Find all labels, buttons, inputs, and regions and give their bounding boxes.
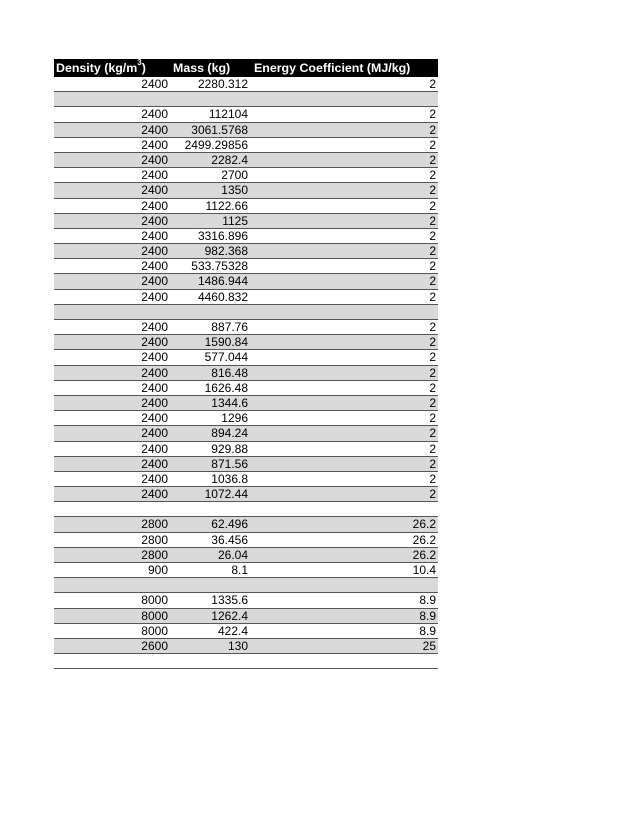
cell-energy-coefficient: 26.2: [412, 532, 436, 547]
header-density-close: ): [141, 61, 146, 75]
cell-density: 2400: [141, 198, 168, 213]
cell-mass: 887.76: [211, 320, 248, 334]
table-row: [54, 305, 438, 320]
cell-density: 2400: [141, 244, 168, 259]
cell-density: 900: [147, 563, 168, 577]
cell-energy-coefficient: 2: [429, 168, 436, 183]
table-row: [54, 199, 438, 214]
cell-mass: 1344.6: [211, 395, 248, 410]
cell-density: 2800: [141, 532, 168, 547]
cell-mass: 1486.944: [197, 274, 248, 289]
table-row: [54, 350, 438, 365]
table-row: [54, 639, 438, 654]
cell-energy-coefficient: 8.9: [419, 608, 436, 623]
header-density: [56, 58, 146, 75]
cell-mass: 2499.29856: [184, 137, 248, 152]
cell-density: 8000: [141, 593, 168, 608]
cell-density: 2400: [141, 122, 168, 137]
cell-mass: 112104: [208, 107, 248, 122]
cell-mass: 3061.5768: [191, 122, 248, 137]
cell-energy-coefficient: 2: [429, 335, 436, 350]
cell-mass: 982.368: [204, 244, 248, 259]
cell-density: 2400: [141, 395, 168, 410]
cell-energy-coefficient: 2: [429, 152, 436, 167]
table-row: [54, 426, 438, 441]
cell-density: 2400: [141, 335, 168, 350]
cell-mass: 1350: [221, 183, 248, 198]
cell-energy-coefficient: 26.2: [412, 517, 436, 532]
cell-energy-coefficient: 2: [429, 107, 436, 122]
table-row: [54, 335, 438, 350]
cell-mass: 1590.84: [204, 335, 248, 350]
cell-mass: 62.496: [211, 517, 248, 532]
cell-mass: 130: [227, 638, 248, 653]
cell-density: 2400: [141, 259, 168, 274]
cell-mass: 871.56: [211, 456, 248, 471]
table-row: [54, 624, 438, 639]
header-density-text: Density (kg/m: [56, 61, 138, 75]
cell-density: 2800: [141, 517, 168, 532]
cell-energy-coefficient: 2: [429, 228, 436, 243]
cell-mass: 2700: [221, 168, 248, 183]
cell-mass: 533.75328: [191, 259, 248, 274]
cell-mass: 1296: [221, 411, 248, 426]
table-body: [54, 77, 438, 669]
cell-energy-coefficient: 2: [429, 183, 436, 198]
cell-energy-coefficient: 2: [429, 274, 436, 289]
cell-density: 2400: [141, 456, 168, 471]
cell-energy-coefficient: 2: [429, 122, 436, 137]
cell-density: 2400: [141, 487, 168, 502]
table-row: [54, 381, 438, 396]
cell-density: 2400: [141, 213, 168, 228]
cell-energy-coefficient: 2: [429, 213, 436, 228]
cell-energy-coefficient: 2: [429, 320, 436, 334]
table-row: [54, 442, 438, 457]
cell-energy-coefficient: 2: [429, 137, 436, 152]
cell-energy-coefficient: 25: [422, 638, 436, 653]
data-table: [54, 59, 438, 669]
table-row: [54, 259, 438, 274]
cell-energy-coefficient: 2: [429, 259, 436, 274]
table-row: [54, 290, 438, 305]
cell-energy-coefficient: 2: [429, 441, 436, 456]
cell-density: 2400: [141, 365, 168, 380]
cell-density: 2400: [141, 350, 168, 365]
cell-mass: 1335.6: [211, 593, 248, 608]
table-row: [54, 487, 438, 502]
table-row: [54, 229, 438, 244]
cell-mass: 4460.832: [197, 289, 248, 304]
cell-energy-coefficient: 2: [429, 350, 436, 365]
table-row: [54, 168, 438, 183]
cell-density: 2400: [141, 274, 168, 289]
table-row: [54, 396, 438, 411]
cell-density: 2400: [141, 107, 168, 122]
cell-density: 2400: [141, 471, 168, 486]
table-row: [54, 123, 438, 138]
table-row: [54, 517, 438, 532]
cell-energy-coefficient: 2: [429, 365, 436, 380]
cell-density: 2400: [141, 380, 168, 395]
table-row: [54, 92, 438, 107]
cell-mass: 422.4: [217, 623, 248, 638]
cell-mass: 1072.44: [204, 487, 248, 502]
cell-density: 2400: [141, 183, 168, 198]
cell-energy-coefficient: 2: [429, 198, 436, 213]
cell-mass: 36.456: [211, 532, 248, 547]
table-row: [54, 214, 438, 229]
cell-energy-coefficient: 8.9: [419, 623, 436, 638]
cell-energy-coefficient: 2: [429, 471, 436, 486]
cell-density: 2800: [141, 547, 168, 562]
table-row: [54, 320, 438, 335]
cell-energy-coefficient: 2: [429, 411, 436, 426]
table-header: [54, 59, 438, 77]
cell-mass: 1262.4: [211, 608, 248, 623]
cell-energy-coefficient: 2: [429, 77, 436, 91]
cell-mass: 894.24: [211, 426, 248, 441]
table-row: [54, 138, 438, 153]
cell-mass: 1626.48: [204, 380, 248, 395]
cell-mass: 8.1: [231, 563, 248, 577]
cell-mass: 929.88: [211, 441, 248, 456]
cell-density: 2400: [141, 137, 168, 152]
table-row: [54, 183, 438, 198]
cell-energy-coefficient: 2: [429, 289, 436, 304]
table-row: [54, 457, 438, 472]
header-density-superscript: 3: [137, 58, 142, 67]
cell-density: 2400: [141, 320, 168, 334]
cell-mass: 1036.8: [211, 471, 248, 486]
cell-mass: 26.04: [217, 547, 248, 562]
cell-mass: 1122.66: [205, 198, 248, 213]
cell-energy-coefficient: 10.4: [412, 563, 436, 577]
cell-energy-coefficient: 26.2: [412, 547, 436, 562]
table-row: [54, 274, 438, 289]
cell-mass: 1125: [222, 213, 248, 228]
table-row: [54, 548, 438, 563]
cell-mass: 2280.312: [197, 77, 248, 91]
cell-mass: 577.044: [204, 350, 248, 365]
table-row: [54, 609, 438, 624]
cell-energy-coefficient: 2: [429, 395, 436, 410]
cell-density: 2400: [141, 228, 168, 243]
cell-density: 2600: [141, 638, 168, 653]
cell-energy-coefficient: 2: [429, 426, 436, 441]
cell-energy-coefficient: 8.9: [419, 593, 436, 608]
table-row: [54, 563, 438, 578]
table-row: [54, 366, 438, 381]
table-row: [54, 593, 438, 608]
header-energy-coefficient: Energy Coefficient (MJ/kg): [254, 61, 411, 75]
table-row: [54, 578, 438, 593]
cell-mass: 2282.4: [211, 152, 248, 167]
cell-energy-coefficient: 2: [429, 487, 436, 502]
table-row: [54, 502, 438, 517]
cell-energy-coefficient: 2: [429, 244, 436, 259]
cell-density: 2400: [141, 289, 168, 304]
cell-density: 8000: [141, 608, 168, 623]
table-row: [54, 244, 438, 259]
cell-mass: 816.48: [211, 365, 248, 380]
cell-density: 2400: [141, 152, 168, 167]
table-row: [54, 411, 438, 426]
cell-density: 2400: [141, 426, 168, 441]
table-row: [54, 654, 438, 669]
cell-density: 8000: [141, 623, 168, 638]
table-row: [54, 77, 438, 92]
cell-energy-coefficient: 2: [429, 380, 436, 395]
cell-energy-coefficient: 2: [429, 456, 436, 471]
table-row: [54, 472, 438, 487]
table-row: [54, 107, 438, 122]
table-row: [54, 533, 438, 548]
cell-mass: 3316.896: [197, 228, 248, 243]
header-mass: Mass (kg): [173, 61, 231, 75]
cell-density: 2400: [141, 168, 168, 183]
table-row: [54, 153, 438, 168]
cell-density: 2400: [141, 441, 168, 456]
cell-density: 2400: [141, 411, 168, 426]
cell-density: 2400: [141, 77, 168, 91]
